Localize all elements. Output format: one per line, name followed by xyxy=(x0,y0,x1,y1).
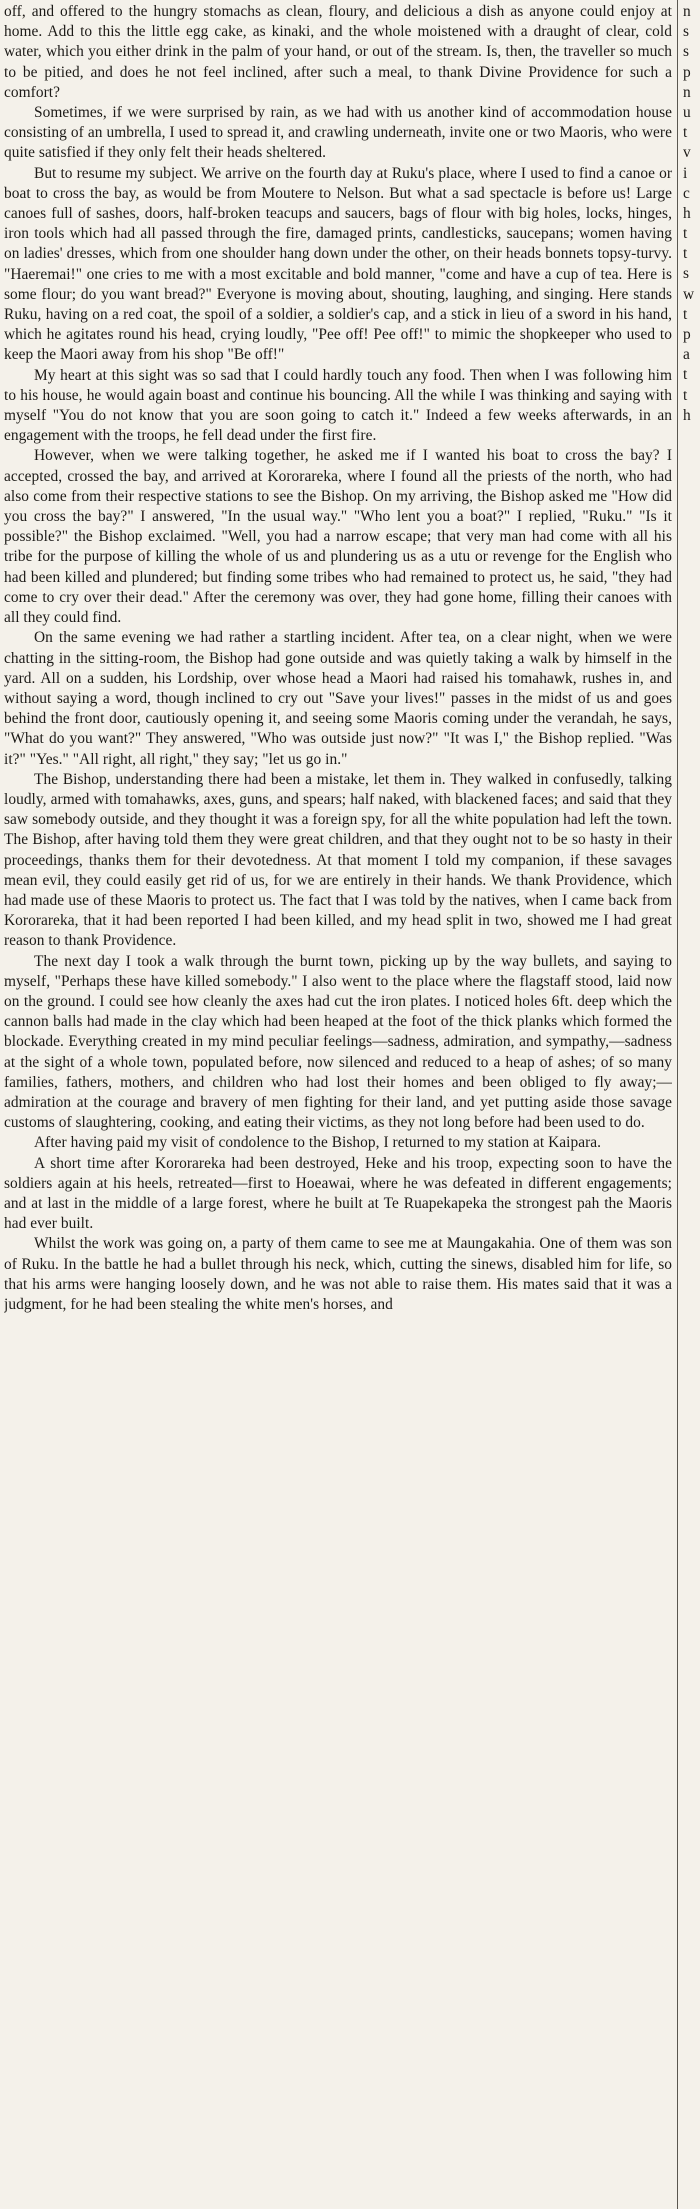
edge-fragment: s xyxy=(683,23,689,41)
article-column xyxy=(4,2,672,2206)
article-paragraph: After having paid my visit of condolence to the Bishop, I returned to my station at Kaipara. xyxy=(34,1134,602,1152)
edge-fragment: n xyxy=(683,83,691,101)
edge-fragment: s xyxy=(683,43,689,61)
article-paragraph: On the same evening we had rather a startling incident. After tea, on a clear night, when we were chatting in the sitting-room, the Bishop had gone outside and was quietly taking a walk by himself in the yard. All on a sudden, his Lordship, over whose head a Maori had raised his tomahawk, rushes in, and without saying a word, though inclined to cry out "Save your lives!" passes in the midst of us and goes behind the front door, cautiously opening it, and seeing some Maoris coming under the verandah, he says, "What do you want?" They answered, "Who was outside just now?" "It was I," the Bishop replied. "Was it?" "Yes." "All right, all right," they say; "let us go in." xyxy=(4,629,672,768)
article-paragraph: A short time after Kororareka had been destroyed, Heke and his troop, expecting soon to have the soldiers again at his heels, retreated—first to Hoeawai, where he was defeated in different engagements; and at last in the middle of a large forest, where he built at Te Ruapekapeka the strongest pah the Maoris had ever built. xyxy=(4,1154,672,1233)
edge-fragment: p xyxy=(683,326,691,343)
article-paragraph: But to resume my subject. We arrive on the fourth day at Ruku's place, where I used to find a canoe or boat to cross the bay, as would be from Moutere to Nelson. But what a sad spectacle is before us! Large canoes full of sashes, doors, half-broken teacups and saucers, bags of flour with big holes, locks, hinges, iron tools which had all passed through the fire, damaged prints, candlesticks, saucepans; women having on ladies' dresses, which from one shoulder hang down under the other, on their heads bonnets topsy-turvy. "Haeremai!" one cries to me with a most excitable and bold manner, "come and have a cup of tea. Here is some flour; do you want bread?" Everyone is moving about, shouting, laughing, and singing. Here stands Ruku, having on a red coat, the spoil of a soldier, a soldier's cap, and a stick in lieu of a sword in his hand, which he agitates round his head, crying loudly, "Pee off! Pee off!" to mimic the shopkeeper who used to keep the Maori away from his shop "Be off!" xyxy=(4,164,672,364)
article-paragraph: The Bishop, understanding there had been a mistake, let them in. They walked in confusedly, talking loudly, armed with tomahawks, axes, guns, and spears; half naked, with blackened faces; and said that they saw somebody outside, and they thought it was a foreign spy, for all the white population had left the town. The Bishop, after having told them they were great children, and that they ought not to be so hasty in their proceedings, thanks them for their devotedness. At that moment I told my companion, if these savages mean evil, they could easily get rid of us, for we are entirely in their hands. We thank Providence, which had made use of these Maoris to protect us. The fact that I was told by the natives, when I came back from Kororareka, that it had been reported I had been killed, and my head split in two, showed me I had great reason to thank Providence. xyxy=(4,770,672,950)
edge-fragment: h xyxy=(683,204,691,222)
edge-fragment: c xyxy=(683,184,690,202)
edge-fragment: i xyxy=(683,164,688,182)
edge-fragment: h xyxy=(683,406,691,424)
edge-fragment: s xyxy=(683,265,689,283)
article-paragraph: Sometimes, if we were surprised by rain, as we had with us another kind of accommodation house consisting of an umbrella, I used to spread it, and crawling underneath, invite one or two Maoris, who were quite satisfied if they only felt their heads sheltered. xyxy=(4,104,672,162)
edge-fragment: u xyxy=(683,103,691,121)
edge-fragment: w xyxy=(683,285,695,303)
adjacent-column-fragment xyxy=(683,2,700,2206)
edge-fragment: p xyxy=(683,63,691,81)
edge-fragment: t xyxy=(683,305,688,323)
column-divider xyxy=(677,0,678,2209)
edge-fragment: t xyxy=(683,366,688,384)
article-paragraph: Whilst the work was going on, a party of them came to see me at Maungakahia. One of them was son of Ruku. In the battle he had a bullet through his neck, which, cutting the sinews, disabled him for life, so that his arms were hanging loosely down, and he was not able to raise them. His mates said that it was a judgment, for he had been stealing the white men's horses, and xyxy=(4,1235,672,1313)
article-paragraph: off, and offered to the hungry stomachs as clean, floury, and delicious a dish as anyone could enjoy at home. Add to this the little egg cake, as kinaki, and the whole moistened with a draught of clear, cold water, which you either drink in the palm of your hand, or out of the stream. Is, then, the traveller so much to be pitied, and does he not feel inclined, after such a meal, to thank Divine Providence for such a comfort? xyxy=(4,3,672,101)
edge-fragment: v xyxy=(683,144,691,162)
edge-fragment: a xyxy=(683,346,690,364)
edge-fragment: n xyxy=(683,3,691,20)
edge-fragment: t xyxy=(683,225,688,243)
article-paragraph: However, when we were talking together, he asked me if I wanted his boat to cross the bay? I accepted, crossed the bay, and arrived at Kororareka, where I found all the priests of the north, who had also come from their respective stations to see the Bishop. On my arriving, the Bishop asked me "How did you cross the bay?" I answered, "In the usual way." "Who lent you a boat?" I replied, "Ruku." "Is it possible?" the Bishop exclaimed. "Well, you had a narrow escape; that very man had come with all his tribe for the purpose of killing the whole of us and plundering us as a utu or revenge for the English who had been killed and plundered; but finding some tribes who had remained to protect us, he said, "they had come to cry over their dead." After the ceremony was over, they had gone home, filling their canoes with all they could find. xyxy=(4,447,672,627)
article-paragraph: The next day I took a walk through the burnt town, picking up by the way bullets, and saying to myself, "Perhaps these have killed somebody." I also went to the place where the flagstaff stood, laid now on the ground. I could see how cleanly the axes had cut the iron plates. I noticed holes 6ft. deep which the cannon balls had made in the clay which had been heaped at the foot of the thick planks which formed the blockade. Everything created in my mind peculiar feelings—sadness, admiration, and sympathy,—sadness at the sight of a whole town, populated before, now silenced and reduced to a heap of ashes; of so many families, fathers, mothers, and children who had lost their homes and been obliged to fly away;—admiration at the courage and bravery of men fighting for their land, and yet putting aside those savage customs of slaughtering, cooking, and eating their victims, as they not long before had been used to do. xyxy=(4,952,672,1132)
article-paragraph: My heart at this sight was so sad that I could hardly touch any food. Then when I was following him to his house, he would again boast and continue his bouncing. All the while I was thinking and saying with myself "You do not know that you are soon going to catch it." Indeed a few weeks afterwards, in an engagement with the troops, he fell dead under the first fire. xyxy=(4,366,672,445)
edge-fragment: t xyxy=(683,386,688,404)
edge-fragment: t xyxy=(683,245,688,263)
edge-fragment: t xyxy=(683,124,688,142)
